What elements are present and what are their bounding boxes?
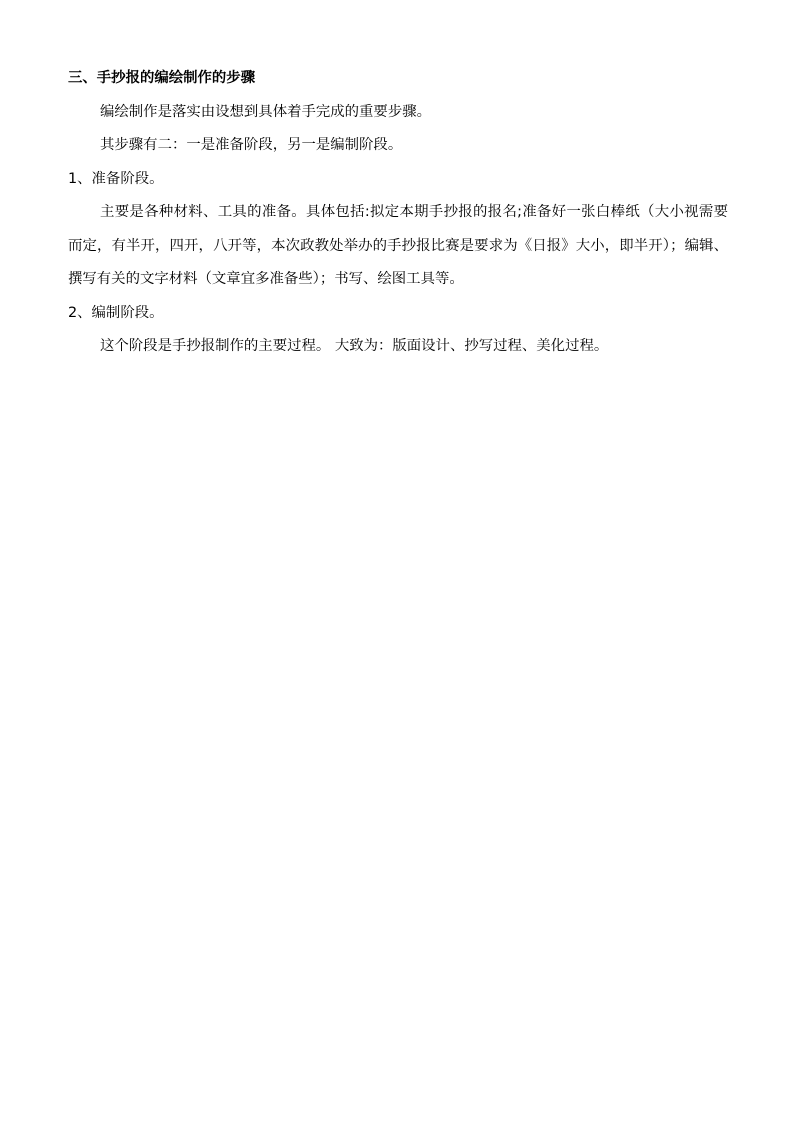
- step-2-title: 2、编制阶段。: [68, 304, 164, 321]
- step-1-body: 主要是各种材料、工具的准备。具体包括:拟定本期手抄报的报名;准备好一张白棒纸（大小视需要而定，有半开，四开，八开等，本次政教处举办的手抄报比赛是要求为《日报》大小，即半开）；编辑、撰写有关的文字材料（文章宜多准备些）；书写、绘图工具等。: [68, 204, 728, 287]
- intro-paragraph-1: 编绘制作是落实由设想到具体着手完成的重要步骤。: [100, 103, 431, 120]
- step-2-body: 这个阶段是手抄报制作的主要过程。 大致为：版面设计、抄写过程、美化过程。: [100, 338, 609, 354]
- document-body: [68, 62, 728, 364]
- section-heading: 三、手抄报的编绘制作的步骤: [68, 70, 256, 86]
- step-1-title: 1、准备阶段。: [68, 170, 164, 187]
- intro-paragraph-2: 其步骤有二：一是准备阶段，另一是编制阶段。: [100, 137, 403, 153]
